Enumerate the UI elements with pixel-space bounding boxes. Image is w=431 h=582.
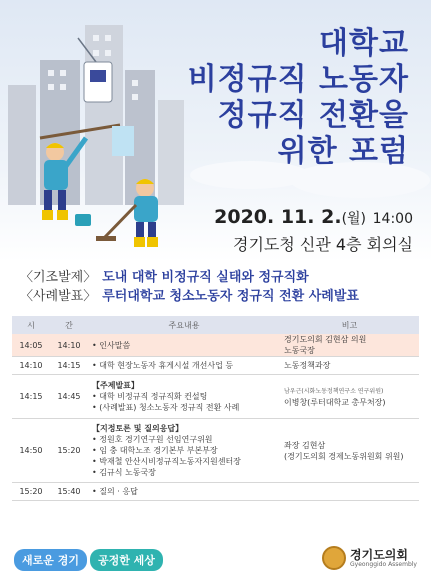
title-line-3: 정규직 전환을: [217, 98, 409, 133]
content-item: • 대학 비정규직 정규직화 컨설팅: [92, 392, 208, 401]
header-notes: 비고: [280, 316, 419, 334]
assembly-logo: [322, 546, 417, 570]
header-content: 주요내용: [88, 316, 280, 334]
topics-section: [20, 268, 420, 306]
row-end-time: 15:40: [50, 483, 88, 501]
table-row: [12, 357, 419, 375]
row-notes: [280, 375, 419, 419]
row-content: [88, 419, 280, 483]
content-item: • 박재철 안산시비정규직노동자지원센터장: [92, 457, 241, 466]
row-end-time: 15:20: [50, 419, 88, 483]
row-content: [88, 334, 280, 357]
event-date: [214, 206, 413, 228]
content-item: 【지정토론 및 질의응답】: [92, 424, 184, 433]
event-venue: 경기도청 신관 4층 회의실: [233, 235, 413, 254]
row-start-time: 14:50: [12, 419, 50, 483]
hero-section: [0, 0, 431, 262]
content-item: • 질의 · 응답: [92, 487, 138, 496]
table-row: [12, 375, 419, 419]
content-item: • 임 충 대학노조 경기본부 부본부장: [92, 446, 218, 455]
topic-case-value: 루터대학교 청소노동자 정규직 전환 사례발표: [102, 289, 359, 304]
row-content: [88, 375, 280, 419]
date-main: 2020. 11. 2.: [214, 206, 342, 228]
row-content: [88, 483, 280, 501]
schedule-table: [12, 316, 419, 501]
content-item: 【주제발표】: [92, 381, 139, 390]
table-row: [12, 419, 419, 483]
title-line-2: 비정규직 노동자: [187, 62, 409, 97]
topic-keynote-value: 도내 대학 비정규직 실태와 정규직화: [102, 270, 309, 285]
row-start-time: 14:05: [12, 334, 50, 357]
content-item: • 대학 현장노동자 휴게시설 개선사업 등: [92, 361, 234, 370]
topic-keynote-key: 〈기조발제〉: [20, 270, 97, 285]
topic-keynote: [20, 268, 420, 287]
row-notes: [280, 334, 419, 357]
header-time-2: 간: [50, 316, 88, 334]
row-content: [88, 357, 280, 375]
slogan: [14, 549, 163, 571]
slogan-pill-new: 새로운 경기: [14, 549, 87, 571]
schedule-body: [12, 334, 419, 501]
note-item: 좌장 김현삼: [284, 440, 326, 450]
row-start-time: 15:20: [12, 483, 50, 501]
note-item: 남우근(시화노동정책연구소 연구위원): [284, 387, 384, 395]
table-row: [12, 334, 419, 357]
row-end-time: 14:45: [50, 375, 88, 419]
slogan-pill-fair: 공정한 세상: [90, 549, 163, 571]
content-item: • 정원호 경기연구원 선임연구위원: [92, 435, 213, 444]
note-item: 노동정책과장: [284, 361, 331, 370]
header-time-1: 시: [12, 316, 50, 334]
forum-title: [188, 26, 409, 170]
note-item: 이병창(루터대학교 총무처장): [284, 397, 386, 407]
content-item: • 김규식 노동국장: [92, 468, 156, 477]
row-end-time: 14:10: [50, 334, 88, 357]
table-row: [12, 483, 419, 501]
note-item: 경기도의회 김현삼 의원: [284, 335, 367, 344]
title-line-4: 위한 포럼: [277, 134, 409, 169]
row-notes: [280, 483, 419, 501]
row-notes: [280, 357, 419, 375]
table-header-row: [12, 316, 419, 334]
org-name: 경기도의회: [350, 547, 408, 562]
row-end-time: 14:15: [50, 357, 88, 375]
date-day: (월): [341, 211, 367, 227]
content-item: • (사례발표) 청소노동자 정규직 전환 사례: [92, 403, 240, 412]
row-start-time: 14:15: [12, 375, 50, 419]
content-item: • 인사말씀: [92, 340, 131, 350]
note-item: (경기도의회 경제노동위원회 위원): [284, 451, 404, 461]
org-name-en: Gyeonggido Assembly: [350, 560, 417, 568]
assembly-seal-icon: [322, 546, 346, 570]
topic-case: [20, 287, 420, 306]
row-notes: [280, 419, 419, 483]
date-time: 14:00: [372, 211, 413, 227]
row-start-time: 14:10: [12, 357, 50, 375]
note-item: 노동국장: [284, 346, 315, 355]
topic-case-key: 〈사례발표〉: [20, 289, 97, 304]
title-line-1: 대학교: [319, 26, 409, 61]
